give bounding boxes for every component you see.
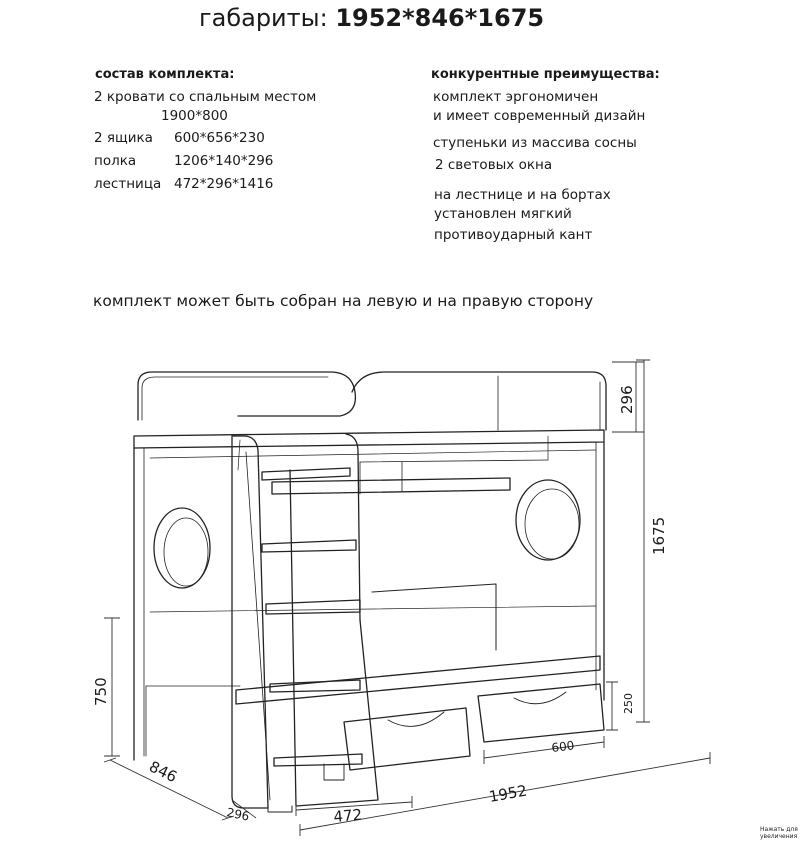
advantages-heading: конкурентные преимущества: <box>431 67 660 82</box>
title-prefix: габариты: <box>199 4 328 32</box>
near-headboard <box>352 372 606 430</box>
zoom-hint-line-1: Нажать для <box>760 826 798 833</box>
far-headboard <box>138 372 355 420</box>
kit-heading: состав комплекта: <box>95 67 235 82</box>
dim-drawer-width: 600 <box>550 738 576 755</box>
ladder-side-left <box>232 436 268 808</box>
dim-total-length: 1952 <box>487 781 529 806</box>
dim-ladder-width: 472 <box>332 805 363 826</box>
advantage-line-4: 2 световых окна <box>435 157 553 173</box>
kit-line-drawers: 2 ящика <box>94 130 153 146</box>
kit-line-ladder-size: 472*296*1416 <box>174 176 274 192</box>
kit-line-beds-size: 1900*800 <box>161 108 228 124</box>
assembly-note: комплект может быть собран на левую и на правую сторону <box>93 292 594 310</box>
lower-bed-frame <box>236 656 600 704</box>
right-porthole <box>516 480 580 560</box>
zoom-hint[interactable] <box>760 826 798 840</box>
advantage-line-6: установлен мягкий <box>434 206 572 222</box>
dim-total-height: 1675 <box>650 516 668 555</box>
ladder-step-2 <box>262 540 356 552</box>
ladder-step-1 <box>262 468 350 480</box>
kit-line-beds: 2 кровати со спальным местом <box>94 89 317 105</box>
dim-depth: 846 <box>146 757 180 787</box>
advantage-line-7: противоударный кант <box>434 227 593 243</box>
advantage-line-5: на лестнице и на бортах <box>434 187 611 203</box>
advantage-line-3: ступеньки из массива сосны <box>433 135 637 151</box>
ladder-side-right <box>290 434 378 806</box>
drawer-left <box>344 708 470 770</box>
dim-ladder-depth: 296 <box>225 805 251 824</box>
kit-line-drawers-size: 600*656*230 <box>174 130 265 146</box>
advantage-line-2: и имеет современный дизайн <box>433 108 646 124</box>
kit-line-shelf: полка <box>94 153 137 169</box>
drawer-right <box>478 684 604 742</box>
kit-line-ladder: лестница <box>94 176 162 192</box>
middle-shelf <box>272 478 510 494</box>
upper-bed-frame <box>134 430 604 448</box>
kit-line-shelf-size: 1206*140*296 <box>174 153 274 169</box>
zoom-hint-line-2: увеличения <box>760 833 798 840</box>
dim-drawer-height: 250 <box>622 693 635 714</box>
ladder-step-3 <box>266 600 360 614</box>
advantage-line-1: комплект эргономичен <box>433 89 599 105</box>
dim-lower-height: 750 <box>92 677 110 706</box>
title-dimensions: 1952*846*1675 <box>335 4 545 32</box>
lower-backboard <box>372 584 496 650</box>
dim-top-rail: 296 <box>618 385 636 414</box>
